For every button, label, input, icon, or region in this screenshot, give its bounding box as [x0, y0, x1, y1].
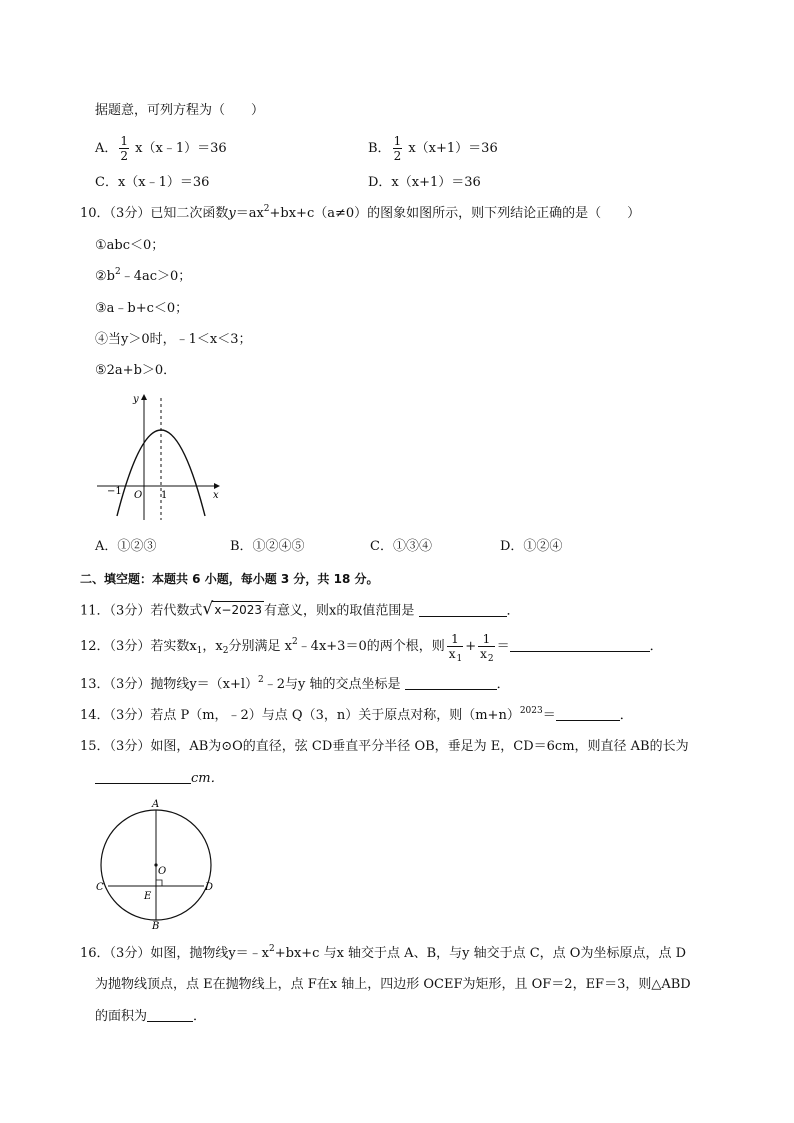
q15-answer-line: cm．	[95, 769, 224, 788]
label-e: E	[144, 891, 152, 902]
label-a: A	[152, 799, 160, 810]
q9-option-a	[95, 134, 227, 162]
q9-option-b	[368, 134, 498, 162]
q10-statement-4: ④当y＞0时，﹣1＜x＜3；	[95, 332, 252, 347]
label-o: O	[158, 866, 167, 877]
q16-line-3: 的面积为 ．	[95, 1009, 207, 1024]
q10-option-a: A．①②③	[95, 539, 157, 554]
q10-statement-1: ①abc＜0；	[95, 238, 165, 253]
option-label: B．	[368, 141, 391, 156]
label-b: B	[152, 921, 160, 932]
q10-statement-2: $②b^2﹣4ac>0$；	[95, 267, 192, 284]
q10-parabola-graph	[95, 390, 225, 525]
neg-one-label: −1	[107, 486, 122, 497]
q15-stem: 15．（3分）如图，AB为⊙O的直径，弦 CD垂直平分半径 OB，垂足为 E，CD＝6cm，则直径 AB的长为	[80, 739, 689, 754]
x-axis-label: x	[213, 490, 219, 501]
right-angle-mark	[156, 880, 162, 886]
fraction: $\frac{1}{2}$	[393, 134, 402, 163]
origin-label: O	[134, 490, 143, 501]
square-root: √ x−2023	[202, 599, 263, 619]
section-2-heading: 二、填空题：本题共 6 小题，每小题 3 分，共 18 分。	[80, 572, 379, 586]
q12-answer-blank[interactable]	[510, 637, 650, 652]
fraction-1: $\frac{1}{x_1}$	[448, 632, 463, 664]
q11: 11．（3分）若代数式 √ x−2023 有意义，则x的取值范围是 ．	[80, 600, 520, 622]
q10-option-d: D．①②④	[500, 539, 563, 554]
option-text: x（x﹣1）＝36	[135, 141, 227, 156]
label-d: D	[205, 882, 214, 893]
q11-answer-blank[interactable]	[419, 602, 507, 617]
q9-option-c: C．x（x﹣1）＝36	[95, 175, 210, 190]
option-label: A．	[95, 141, 118, 156]
fraction: $\frac{1}{2}$	[120, 134, 129, 163]
q13: 13．（3分）抛物线$y=(x+l)^2﹣2$与y 轴的交点坐标是 ．	[80, 675, 510, 692]
q16-line-2: 为抛物线顶点，点 E在抛物线上，点 F在x 轴上，四边形 OCEF为矩形，且 OF＝2，EF＝3，则△ABD	[95, 977, 691, 992]
q10-statement-3: ③a﹣b+c＜0；	[95, 301, 189, 316]
y-axis-label: y	[133, 394, 139, 405]
q14-answer-blank[interactable]	[556, 706, 620, 721]
q9-option-d: D．x（x+1）＝36	[368, 175, 481, 190]
q16-line-1: 16．（3分）如图，抛物线$y=﹣x^2+bx+c$ 与x 轴交于点 A、B，与y 轴交于点 C，点 O为坐标原点，点 D	[80, 944, 687, 961]
q12: 12．（3分）若实数$x_1$，$x_2$分别满足 $x^2﹣4x+3=0$的两个根，则 $\frac{1}{x_1}$ + $\frac{1}{x_2}$ ＝ ．	[80, 632, 663, 664]
q9-intro: 据题意，可列方程为（ ）	[95, 103, 265, 118]
label-c: C	[96, 882, 104, 893]
q15-circle-figure	[92, 796, 222, 932]
q13-answer-blank[interactable]	[405, 675, 497, 690]
q10-statement-5: ⑤2a+b＞0．	[95, 363, 177, 378]
q15-answer-blank[interactable]	[95, 769, 191, 784]
one-label: 1	[161, 490, 168, 501]
q16-answer-blank[interactable]	[147, 1007, 193, 1022]
q10-option-c: C．①③④	[370, 539, 432, 554]
q10-option-b: B．①②④⑤	[230, 539, 305, 554]
option-text: x（x+1）＝36	[408, 141, 498, 156]
q10-stem: 10．（3分）已知二次函数$y=ax^2+bx+c(a\ne 0)$的图象如图所示，则下列结论正确的是（ ）	[80, 204, 641, 221]
q14: 14．（3分）若点 P（m，﹣2）与点 Q（3，n）关于原点对称，则$(m+n)^{2023}=$ ．	[80, 706, 633, 723]
fraction-2: $\frac{1}{x_2}$	[480, 632, 494, 664]
